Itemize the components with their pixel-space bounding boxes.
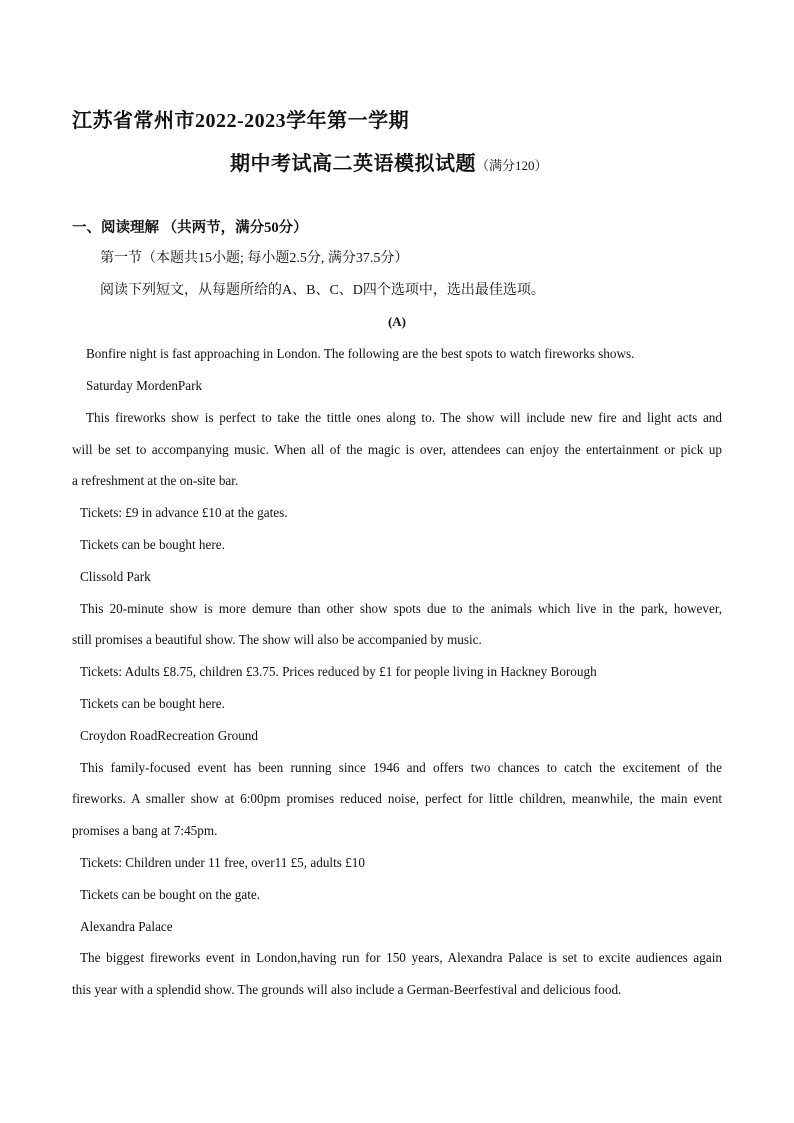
croydon-tickets: Tickets: Children under 11 free, over11 £5, adults £10 <box>80 855 365 870</box>
alexandra-body-line1: The biggest fireworks event in London,having run for 150 years, Alexandra Palace is set to excite audiences again <box>80 950 722 965</box>
venue-name-clissold: Clissold Park <box>80 569 151 584</box>
morden-body-line3: a refreshment at the on-site bar. <box>72 473 239 488</box>
venue-name-alexandra: Alexandra Palace <box>80 919 173 934</box>
morden-body-line1: This fireworks show is perfect to take the tittle ones along to. The show will include new fire and light acts and <box>86 410 722 425</box>
morden-buy: Tickets can be bought here. <box>80 537 225 552</box>
croydon-body-line3: promises a bang at 7:45pm. <box>72 823 218 838</box>
venue-name-morden: Saturday MordenPark <box>86 378 203 393</box>
croydon-buy: Tickets can be bought on the gate. <box>80 887 261 902</box>
instruction: 阅读下列短文，从每题所给的A、B、C、D四个选项中，选出最佳选项。 <box>100 283 545 298</box>
exam-title-main: 期中考试高二英语模拟试题 <box>230 153 476 175</box>
exam-title-line2 <box>230 147 548 176</box>
score-note: （满分120） <box>476 158 548 173</box>
morden-tickets: Tickets: £9 in advance £10 at the gates. <box>80 505 288 520</box>
passage-label: (A) <box>387 314 407 329</box>
alexandra-body-line2: this year with a splendid show. The grounds will also include a German-Beerfestival and delicious food. <box>72 982 622 997</box>
clissold-buy: Tickets can be bought here. <box>80 696 225 711</box>
exam-title-line1: 江苏省常州市2022-2023学年第一学期 <box>72 110 410 132</box>
venue-name-croydon: Croydon RoadRecreation Ground <box>80 728 258 743</box>
passage-intro: Bonfire night is fast approaching in London. The following are the best spots to watch fireworks shows. <box>86 346 635 361</box>
morden-body-line2: will be set to accompanying music. When all of the magic is over, attendees can enjoy the entertainment or pick up <box>72 442 722 457</box>
croydon-body-line1: This family-focused event has been running since 1946 and offers two chances to catch the excitement of the <box>80 760 722 775</box>
clissold-body-line2: still promises a beautiful show. The show will also be accompanied by music. <box>72 632 482 647</box>
croydon-body-line2: fireworks. A smaller show at 6:00pm promises reduced noise, perfect for little children, meanwhile, the main event <box>72 791 722 806</box>
section-heading: 一、阅读理解 （共两节，满分50分） <box>72 220 308 236</box>
clissold-tickets: Tickets: Adults £8.75, children £3.75. Prices reduced by £1 for people living in Hackney Borough <box>80 664 597 679</box>
part-title: 第一节（本题共15小题; 每小题2.5分, 满分37.5分） <box>100 251 409 266</box>
clissold-body-line1: This 20-minute show is more demure than other show spots due to the animals which live in the park, however, <box>80 601 722 616</box>
